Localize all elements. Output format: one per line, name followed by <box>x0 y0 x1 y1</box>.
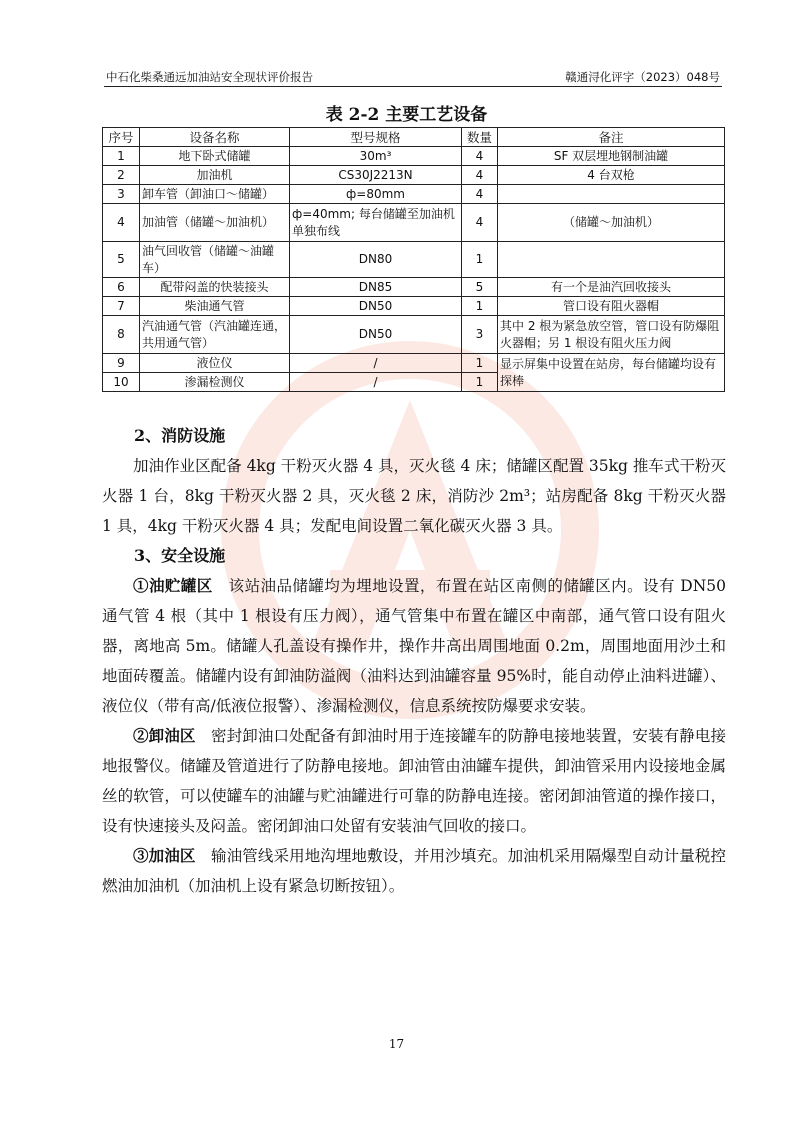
cell-note <box>498 242 725 278</box>
table-row <box>103 204 725 242</box>
fuel-area-paragraph <box>102 841 726 901</box>
unload-area-label: ②卸油区 <box>133 726 196 745</box>
page-header <box>104 66 722 87</box>
cell-name: 配带闷盖的快装接头 <box>140 278 290 297</box>
cell-no: 4 <box>103 204 140 242</box>
cell-spec: 30m³ <box>290 147 462 166</box>
cell-no: 10 <box>103 373 140 392</box>
table-row <box>103 242 725 278</box>
cell-name: 液位仪 <box>140 354 290 373</box>
table-row <box>103 354 725 373</box>
header-cell-qty: 数量 <box>462 128 498 147</box>
cell-qty: 5 <box>462 278 498 297</box>
cell-no: 7 <box>103 297 140 316</box>
table-row <box>103 147 725 166</box>
cell-name: 加油机 <box>140 166 290 185</box>
cell-no: 8 <box>103 316 140 354</box>
cell-no: 6 <box>103 278 140 297</box>
fire-facilities-heading: 2、消防设施 <box>134 426 226 445</box>
cell-qty: 3 <box>462 316 498 354</box>
cell-spec: DN85 <box>290 278 462 297</box>
cell-no: 1 <box>103 147 140 166</box>
equipment-table <box>102 127 725 392</box>
safety-facilities-heading: 3、安全设施 <box>134 546 226 565</box>
cell-qty: 4 <box>462 204 498 242</box>
cell-note: 4 台双枪 <box>498 166 725 185</box>
cell-name: 汽油通气管（汽油罐连通，共用通气管） <box>140 316 290 354</box>
unload-area-text: 密封卸油口处配备有卸油时用于连接罐车的防静电接地装置，安装有静电接地报警仪。储罐及管道进行了防静电接地。卸油管由油罐车提供，卸油管采用内设接地金属丝的软管，可以使罐车的油罐与贮油罐进行可靠的防静电连接。密闭卸油管道的操作接口，设有快速接头及闷盖。密闭卸油口处留有安装油气回收的接口。 <box>102 727 726 835</box>
cell-note: 管口设有阻火器帽 <box>498 297 725 316</box>
cell-name: 油气回收管（储罐～油罐车） <box>140 242 290 278</box>
body-content <box>102 421 726 901</box>
cell-note: SF 双层埋地钢制油罐 <box>498 147 725 166</box>
table-row <box>103 185 725 204</box>
tank-area-text: 该站油品储罐均为埋地设置，布置在站区南侧的储罐区内。设有 DN50 通气管 4 根（其中 1 根设有压力阀），通气管集中布置在罐区中南部，通气管口设有阻火器，离地高 5m。储罐人孔盖设有操作井，操作井高出周围地面 0.2m，周围地面用沙土和地面砖覆盖。储罐内设有卸油防溢阀（油料达到油罐容量 95%时，能自动停止油料进罐）、液位仪（带有高/低液位报警）、渗漏检测仪，信息系统按防爆要求安装。 <box>102 577 726 715</box>
cell-qty: 4 <box>462 185 498 204</box>
cell-spec: ф=40mm; 每台储罐至加油机单独布线 <box>290 204 462 242</box>
cell-qty: 4 <box>462 166 498 185</box>
cell-no: 9 <box>103 354 140 373</box>
table-row <box>103 278 725 297</box>
header-cell-name: 设备名称 <box>140 128 290 147</box>
cell-note <box>498 185 725 204</box>
fire-facilities-text: 加油作业区配备 4kg 干粉灭火器 4 具，灭火毯 4 床；储罐区配置 35kg 推车式干粉灭火器 1 台，8kg 干粉灭火器 2 具，灭火毯 2 床，消防沙 2m³；站房配备 8kg 干粉灭火器 1 具，4kg 干粉灭火器 4 具；发配电间设置二氧化碳灭火器 3 具。 <box>102 457 726 535</box>
cell-name: 卸车管（卸油口～储罐） <box>140 185 290 204</box>
header-cell-spec: 型号规格 <box>290 128 462 147</box>
fuel-area-label: ③加油区 <box>133 846 196 865</box>
cell-note: 有一个是油汽回收接头 <box>498 278 725 297</box>
cell-qty: 1 <box>462 354 498 373</box>
cell-no: 2 <box>103 166 140 185</box>
cell-spec: CS30J2213N <box>290 166 462 185</box>
table-row <box>103 316 725 354</box>
cell-no: 5 <box>103 242 140 278</box>
tank-area-label: ①油贮罐区 <box>133 576 213 595</box>
header-report-number: 赣通浔化评字（2023）048号 <box>565 70 720 84</box>
cell-spec: DN80 <box>290 242 462 278</box>
header-report-title: 中石化柴桑通远加油站安全现状评价报告 <box>106 70 313 84</box>
table-header-row <box>103 128 725 147</box>
table-row <box>103 166 725 185</box>
cell-spec: DN50 <box>290 316 462 354</box>
header-cell-no: 序号 <box>103 128 140 147</box>
header-cell-note: 备注 <box>498 128 725 147</box>
cell-spec: DN50 <box>290 297 462 316</box>
cell-note: 其中 2 根为紧急放空管，管口设有防爆阻火器帽；另 1 根设有阻火压力阀 <box>498 316 725 354</box>
page-number: 17 <box>388 1037 405 1051</box>
cell-name: 渗漏检测仪 <box>140 373 290 392</box>
table-row <box>103 297 725 316</box>
cell-qty: 1 <box>462 373 498 392</box>
cell-name: 加油管（储罐～加油机） <box>140 204 290 242</box>
cell-spec: / <box>290 354 462 373</box>
cell-name: 地下卧式储罐 <box>140 147 290 166</box>
unload-area-paragraph <box>102 721 726 841</box>
cell-note: （储罐～加油机） <box>498 204 725 242</box>
cell-spec: ф=80mm <box>290 185 462 204</box>
cell-no: 3 <box>103 185 140 204</box>
cell-qty: 1 <box>462 297 498 316</box>
cell-name: 柴油通气管 <box>140 297 290 316</box>
table-title: 表 2-2 主要工艺设备 <box>325 105 488 125</box>
tank-area-paragraph <box>102 571 726 721</box>
cell-note: 显示屏集中设置在站房，每台储罐均设有探棒 <box>498 354 725 392</box>
cell-spec: / <box>290 373 462 392</box>
cell-qty: 1 <box>462 242 498 278</box>
cell-qty: 4 <box>462 147 498 166</box>
fuel-area-text: 输油管线采用地沟埋地敷设，并用沙填充。加油机采用隔爆型自动计量税控燃油加油机（加油机上设有紧急切断按钮）。 <box>102 847 726 895</box>
